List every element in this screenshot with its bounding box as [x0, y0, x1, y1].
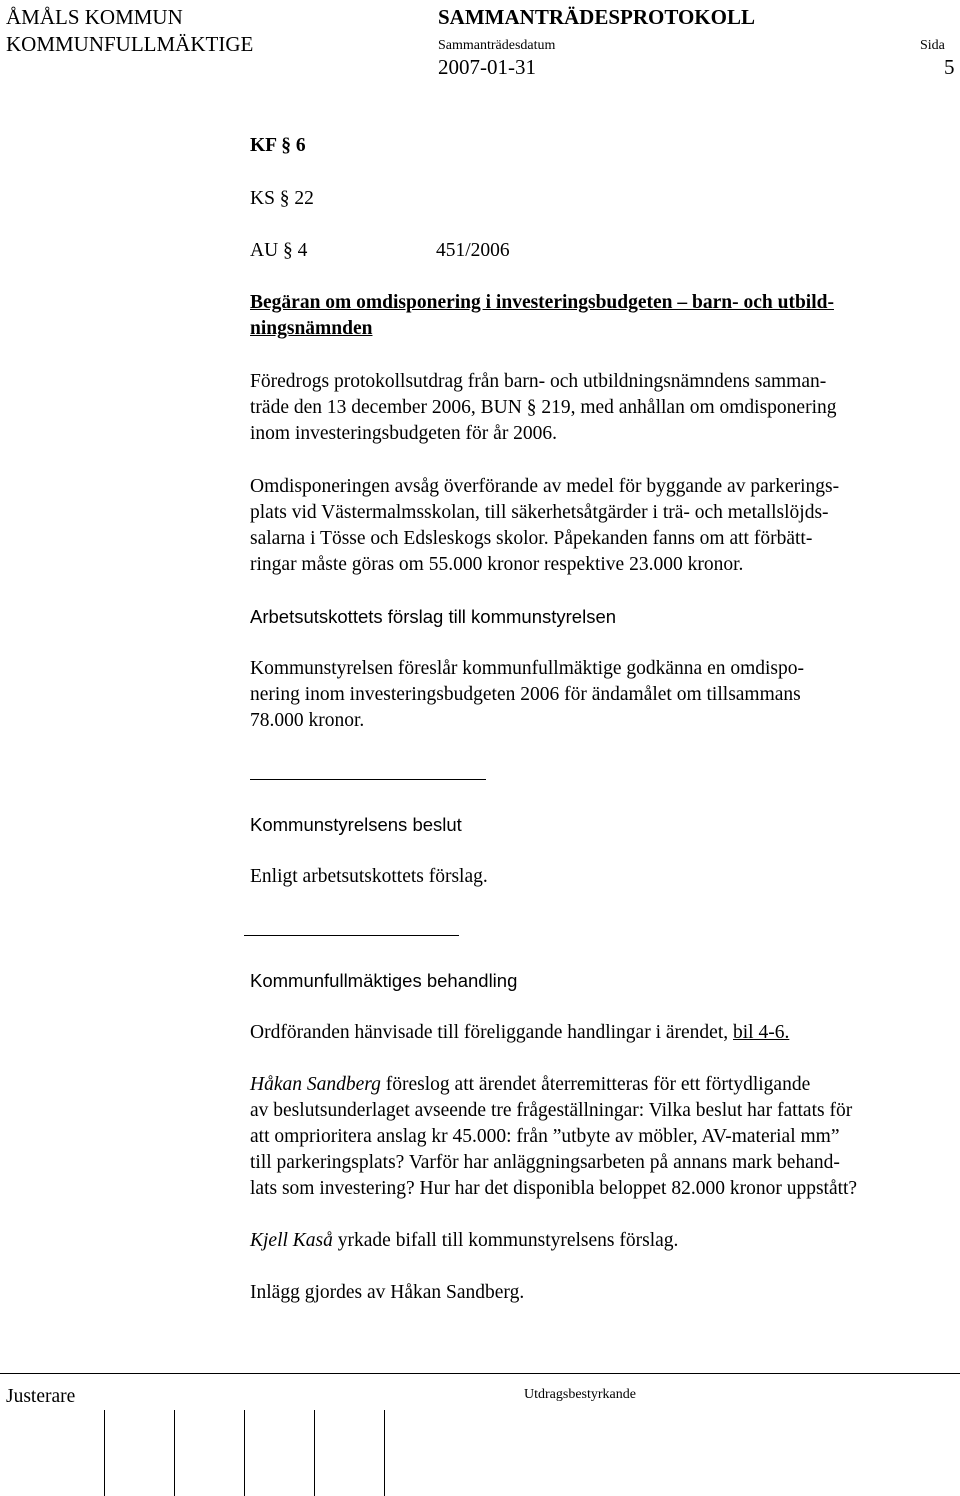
ks-decision-text: Enligt arbetsutskottets förslag. [250, 866, 488, 887]
meeting-date: 2007-01-31 [438, 55, 536, 79]
ks-decision-heading: Kommunstyrelsens beslut [250, 814, 462, 835]
council-name: KOMMUNFULLMÄKTIGE [6, 32, 254, 56]
kf-treatment-intro [250, 1020, 789, 1046]
au-paragraph-ref: AU § 4 [250, 240, 308, 261]
au-proposal-heading: Arbetsutskottets förslag till kommunstyrelsen [250, 606, 617, 627]
au-proposal-line-2: nering inom investeringsbudgeten 2006 för ändamålet om tillsammans [250, 684, 801, 705]
description-line-4: ringar måste göras om 55.000 kronor respektive 23.000 kronor. [250, 554, 744, 575]
kf-paragraph-ref: KF § 6 [250, 135, 306, 156]
attachment-reference: bil 4-6. [733, 1022, 790, 1043]
description-line-3: salarna i Tösse och Edsleskogs skolor. Påpekanden fanns om att förbätt- [250, 528, 813, 549]
speaker-name: Håkan Sandberg [250, 1074, 381, 1095]
signature-box-divider [314, 1410, 315, 1496]
intro-line-2: träde den 13 december 2006, BUN § 219, med anhållan om omdisponering [250, 397, 837, 418]
signature-box-divider [104, 1410, 105, 1496]
kf-treatment-intro-text: Ordföranden hänvisade till föreliggande handlingar i ärendet, [250, 1022, 733, 1043]
footer-rule [0, 1373, 960, 1374]
description-line-2: plats vid Västermalmsskolan, till säkerhetsåtgärder i trä- och metallslöjds- [250, 502, 829, 523]
ks-paragraph-ref: KS § 22 [250, 188, 314, 209]
kf-treatment-heading: Kommunfullmäktiges behandling [250, 970, 518, 991]
sandberg-motion-text: föreslog att ärendet återremitteras för ett förtydligande [380, 1074, 811, 1095]
au-proposal-line-1: Kommunstyrelsen föreslår kommunfullmäktige godkänna en omdispo- [250, 658, 805, 679]
page-number: 5 [944, 55, 955, 79]
signature-box-divider [244, 1410, 245, 1496]
au-proposal-line-3: 78.000 kronor. [250, 710, 365, 731]
date-label: Sammanträdesdatum [438, 38, 556, 53]
municipality-name: ÅMÅLS KOMMUN [6, 5, 183, 29]
sandberg-motion-line-4: till parkeringsplats? Varför har anläggningsarbeten på annans mark behand- [250, 1152, 840, 1173]
justerare-label: Justerare [6, 1386, 76, 1407]
sandberg-motion-line-5: lats som investering? Hur har det disponibla beloppet 82.000 kronor uppstått? [250, 1178, 858, 1199]
description-line-1: Omdisponeringen avsåg överförande av medel för byggande av parkerings- [250, 476, 840, 497]
kasa-motion [250, 1228, 678, 1254]
utdragsbestyrkande-label: Utdragsbestyrkande [524, 1387, 636, 1402]
signature-box-divider [384, 1410, 385, 1496]
speaker-name: Kjell Kaså [250, 1230, 333, 1251]
intro-line-3: inom investeringsbudgeten för år 2006. [250, 423, 558, 444]
intro-line-1: Föredrogs protokollsutdrag från barn- och utbildningsnämndens samman- [250, 371, 827, 392]
signature-box-divider [174, 1410, 175, 1496]
matter-title-line-2: ningsnämnden [250, 318, 373, 339]
sandberg-motion-line-2: av beslutsunderlaget avseende tre frågeställningar: Vilka beslut har fattats för [250, 1100, 853, 1121]
section-divider [244, 935, 459, 936]
sandberg-motion-line-3: att omprioritera anslag kr 45.000: från ”utbyte av möbler, AV-material mm” [250, 1126, 840, 1147]
matter-title-line-1: Begäran om omdisponering i investeringsbudgeten – barn- och utbild- [250, 292, 834, 313]
page-label: Sida [920, 38, 945, 53]
sandberg-motion-line-1 [250, 1072, 810, 1098]
kasa-motion-text: yrkade bifall till kommunstyrelsens förslag. [332, 1230, 679, 1251]
document-type: SAMMANTRÄDESPROTOKOLL [438, 5, 755, 29]
section-divider [250, 779, 486, 780]
closing-note: Inlägg gjordes av Håkan Sandberg. [250, 1282, 525, 1303]
case-number: 451/2006 [436, 240, 510, 261]
